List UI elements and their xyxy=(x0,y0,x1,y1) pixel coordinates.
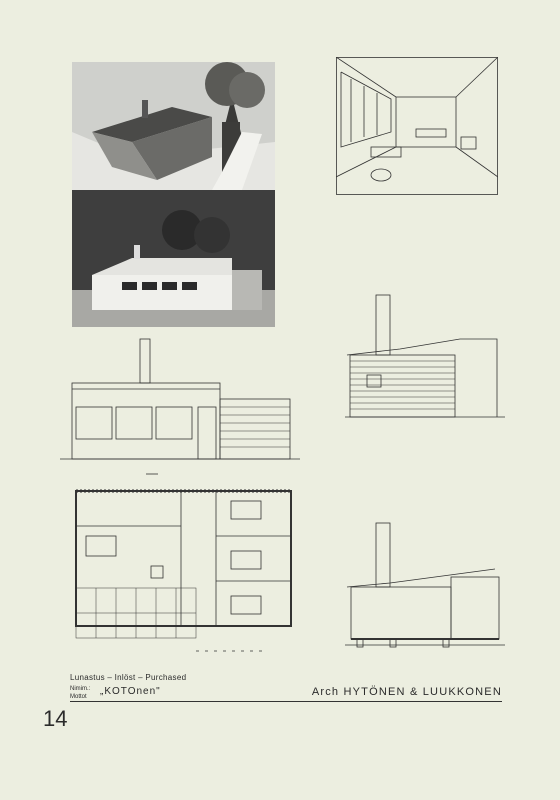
nimim-label: Nimim.: xyxy=(70,686,91,692)
purchase-line: Lunastus – Inlöst – Purchased xyxy=(70,673,187,682)
side-elevation-drawing xyxy=(345,293,505,421)
front-elevation-drawing xyxy=(60,337,300,465)
motto: „KOTOnen" xyxy=(100,686,161,697)
mottot-label: Mottot xyxy=(70,694,87,700)
interior-perspective-drawing xyxy=(336,57,498,195)
floor-plan-drawing xyxy=(66,466,302,656)
section-drawing xyxy=(345,521,505,653)
architects: Arch HYTÖNEN & LUUKKONEN xyxy=(311,686,502,698)
caption-rule xyxy=(70,701,502,702)
page-number: 14 xyxy=(43,706,68,731)
model-photo-bottom xyxy=(72,190,275,327)
model-photo-top xyxy=(72,62,275,190)
